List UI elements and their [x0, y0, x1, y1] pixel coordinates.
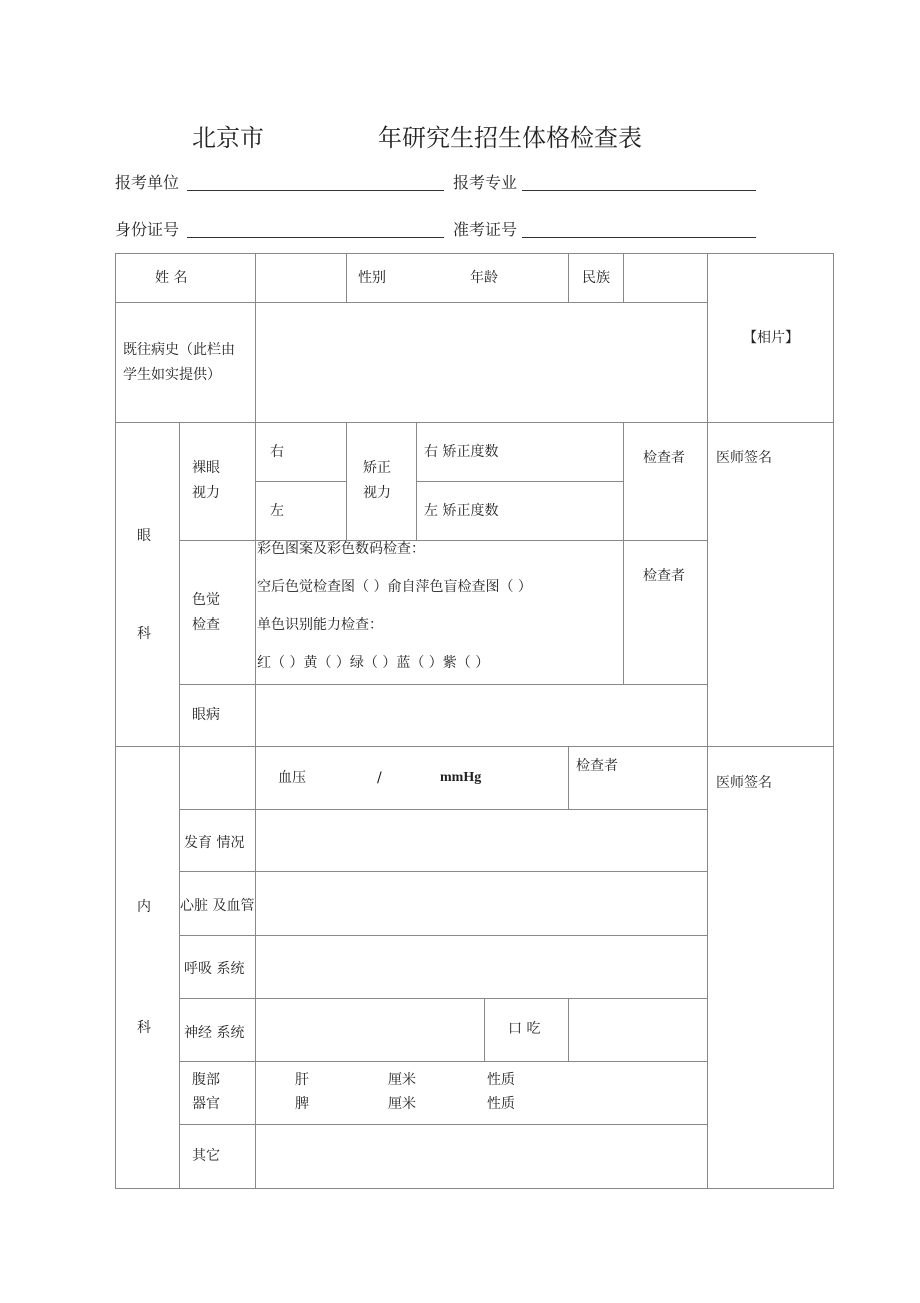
liver-nature-label: 性质	[487, 1072, 515, 1088]
page-title	[0, 118, 920, 150]
internal-doctor-sign-label: 医师签名	[716, 775, 772, 791]
other-field[interactable]	[257, 1126, 705, 1187]
photo-placeholder: 【相片】	[743, 330, 799, 346]
respiratory-label: 呼吸 系统	[184, 961, 245, 977]
right-correction-degree: 右 矫正度数	[424, 444, 499, 460]
liver-label: 肝	[295, 1072, 309, 1088]
history-label-line1: 既往病史（此栏由	[123, 342, 235, 358]
naked-vision-line1: 裸眼	[192, 460, 220, 476]
corrected-vision-line1: 矫正	[363, 460, 391, 476]
nervous-field[interactable]	[257, 1000, 483, 1060]
color-test-line1: 彩色图案及彩色数码检查：	[257, 541, 425, 557]
ethnicity-field[interactable]	[625, 253, 706, 301]
eye-examiner-label: 检查者	[643, 450, 685, 466]
header-row-2	[115, 217, 765, 241]
major-label: 报考专业	[453, 173, 518, 192]
development-field[interactable]	[257, 811, 705, 870]
blood-pressure-unit: mmHg	[440, 770, 482, 785]
color-examiner-label: 检查者	[643, 568, 685, 584]
eye-doctor-sign-label: 医师签名	[716, 450, 772, 466]
respiratory-field[interactable]	[257, 937, 705, 997]
color-vision-line2: 检查	[192, 617, 220, 633]
left-correction-degree: 左 矫正度数	[424, 503, 499, 519]
gender-label: 性别	[358, 270, 386, 286]
blood-pressure-slash: /	[377, 770, 382, 786]
color-vision-line1: 色觉	[192, 592, 220, 608]
nervous-label: 神经 系统	[184, 1025, 245, 1041]
corrected-vision-line2: 视力	[363, 485, 391, 501]
major-field[interactable]	[522, 190, 756, 191]
title-main: 年研究生招生体格检查表	[378, 124, 642, 152]
unit-field[interactable]	[187, 190, 444, 191]
exam-number-field[interactable]	[522, 237, 756, 238]
eye-section-char1: 眼	[137, 528, 151, 544]
ethnicity-label: 民族	[582, 270, 610, 286]
id-number-field[interactable]	[187, 237, 444, 238]
unit-label: 报考单位	[115, 173, 180, 192]
internal-examiner-label: 检查者	[576, 758, 618, 774]
stutter-field[interactable]	[570, 1000, 706, 1060]
liver-cm-label: 厘米	[388, 1072, 416, 1088]
history-label-line2: 学生如实提供）	[123, 367, 221, 383]
color-test-line3: 单色识别能力检查：	[257, 617, 383, 633]
heart-label: 心脏 及血管	[180, 898, 255, 914]
internal-section-char2: 科	[137, 1020, 151, 1036]
name-label: 姓 名	[155, 270, 188, 286]
other-label: 其它	[192, 1148, 220, 1164]
blood-pressure-label: 血压	[278, 770, 306, 786]
heart-field[interactable]	[257, 873, 705, 934]
name-field[interactable]	[257, 253, 345, 301]
history-field[interactable]	[257, 304, 705, 421]
exam-form-table	[115, 253, 834, 1189]
age-label: 年龄	[470, 270, 498, 286]
development-label: 发育 情况	[184, 835, 245, 851]
spleen-cm-label: 厘米	[388, 1096, 416, 1112]
spleen-label: 脾	[295, 1096, 309, 1112]
naked-left-label: 左	[270, 503, 284, 519]
header-row-1	[115, 170, 765, 194]
id-number-label: 身份证号	[115, 220, 180, 239]
eye-disease-label: 眼病	[192, 707, 220, 723]
title-city: 北京市	[192, 124, 264, 152]
color-test-line2: 空后色觉检查图（ ）俞自萍色盲检查图（ ）	[257, 579, 532, 595]
spleen-nature-label: 性质	[487, 1096, 515, 1112]
stutter-label: 口 吃	[508, 1021, 541, 1037]
naked-vision-line2: 视力	[192, 485, 220, 501]
abdomen-line1: 腹部	[192, 1072, 220, 1088]
color-test-line4: 红（ ）黄（ ）绿（ ）蓝（ ）紫（ ）	[257, 655, 490, 671]
exam-number-label: 准考证号	[453, 220, 518, 239]
naked-right-label: 右	[270, 444, 284, 460]
eye-disease-field[interactable]	[257, 686, 705, 744]
eye-section-char2: 科	[137, 626, 151, 642]
abdomen-line2: 器官	[192, 1096, 220, 1112]
internal-section-char1: 内	[137, 899, 151, 915]
